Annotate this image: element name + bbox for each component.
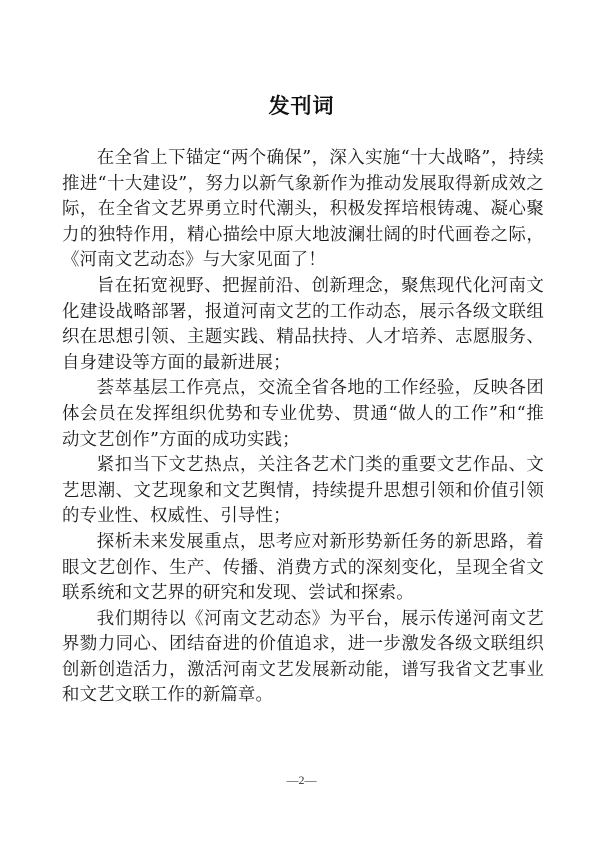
- paragraph-2: 旨在拓宽视野、把握前沿、创新理念，聚焦现代化河南文化建设战略部署，报道河南文艺的工作动态，展示各级文联组织在思想引领、主题实践、精品扶持、人才培养、志愿服务、自身建设等方面的最新进展；: [62, 275, 544, 373]
- paragraph-5: 探析未来发展重点，思考应对新形势新任务的新思路，着眼文艺创作、生产、传播、消费方式的深刻变化，呈现全省文联系统和文艺界的研究和发现、尝试和探索。: [62, 531, 544, 604]
- paragraph-3: 荟萃基层工作亮点，交流全省各地的工作经验，反映各团体会员在发挥组织优势和专业优势、贯通“做人的工作”和“推动文艺创作”方面的成功实践；: [62, 378, 544, 450]
- paragraph-6: 我们期待以《河南文艺动态》为平台，展示传递河南文艺界勠力同心、团结奋进的价值追求，进一步激发各级文联组织创新创造活力，激活河南文艺发展新动能，谱写我省文艺事业和文艺文联工作的新篇章。: [62, 608, 544, 706]
- paragraph-1: 在全省上下锚定“两个确保”，深入实施“十大战略”，持续推进“十大建设”，努力以新气象新作为推动发展取得新成效之际，在全省文艺界勇立时代潮头，积极发挥培根铸魂、凝心聚力的独特作用，精心描绘中原大地波澜壮阔的时代画卷之际，《河南文艺动态》与大家见面了！: [62, 148, 544, 271]
- article-body: [62, 146, 544, 709]
- page-number: —2—: [286, 773, 317, 787]
- paragraph-4: 紧扣当下文艺热点，关注各艺术门类的重要文艺作品、文艺思潮、文艺现象和文艺舆情，持续提升思想引领和价值引领的专业性、权威性、引导性；: [62, 455, 544, 527]
- page-title: 发刊词: [268, 94, 335, 118]
